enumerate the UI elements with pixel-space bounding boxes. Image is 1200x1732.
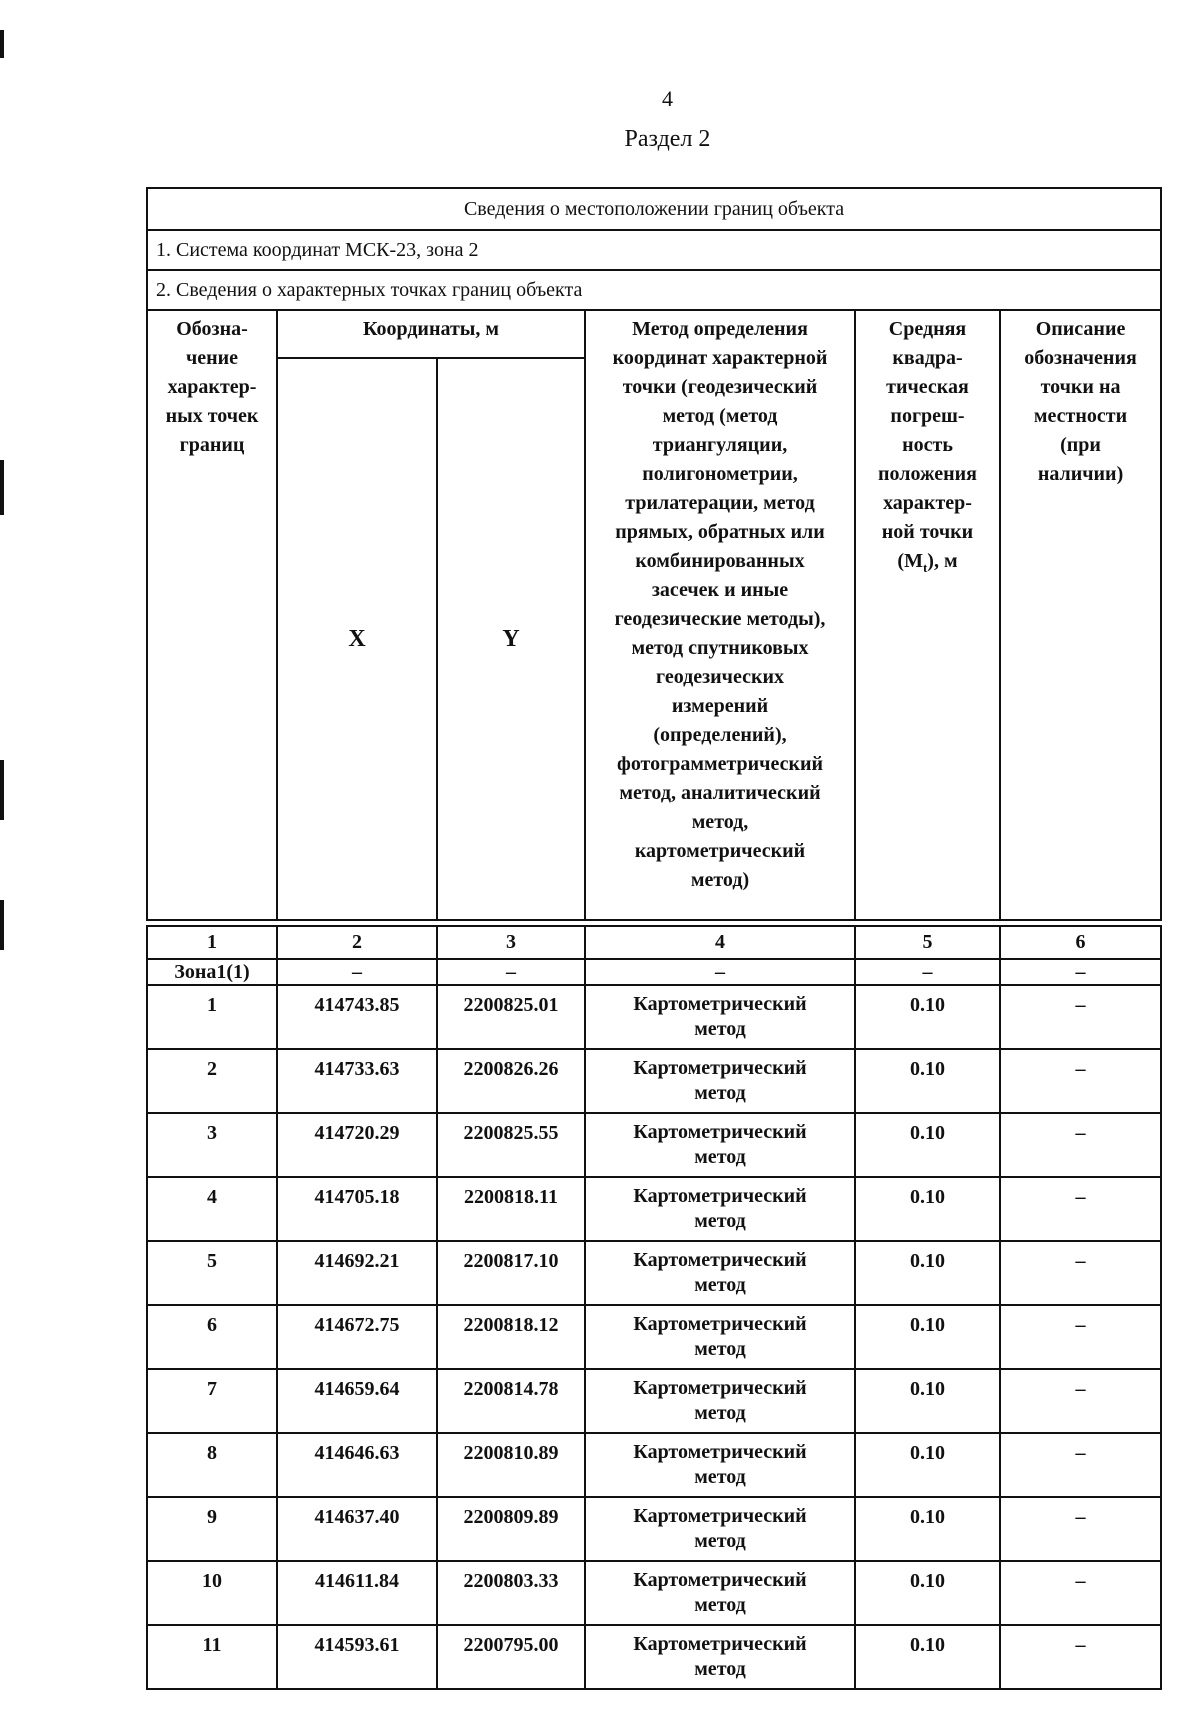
header-line: засечек и иные — [651, 579, 789, 601]
coord-y: 2200826.26 — [437, 1049, 585, 1113]
method — [585, 1497, 855, 1561]
coord-x: 414720.29 — [277, 1113, 437, 1177]
header-line: метод (метод — [662, 405, 778, 427]
header-line: положения — [878, 463, 977, 485]
header-line: метод, — [691, 811, 749, 833]
header-line: характер- — [883, 492, 972, 514]
coord-y: 2200818.11 — [437, 1177, 585, 1241]
point-description: – — [1000, 1049, 1161, 1113]
table-row — [147, 1177, 1161, 1241]
header-line: координат характерной — [612, 347, 828, 369]
column-number: 6 — [1000, 926, 1161, 959]
error-header-symbol — [858, 547, 997, 582]
method-line: метод — [694, 1338, 746, 1360]
point-description: – — [1000, 1177, 1161, 1241]
coord-y: 2200810.89 — [437, 1433, 585, 1497]
header-line: прямых, обратных или — [615, 521, 825, 543]
scan-mark — [0, 30, 4, 58]
header-line: измерений — [671, 695, 769, 717]
point-number: 3 — [147, 1113, 277, 1177]
point-number: 2 — [147, 1049, 277, 1113]
page-number: 4 — [662, 86, 673, 111]
header-line: наличии) — [1037, 463, 1124, 485]
method-line: Картометрический — [633, 1569, 807, 1591]
header-line: фотограмметрический — [616, 753, 824, 775]
method — [585, 1177, 855, 1241]
point-number: 11 — [147, 1625, 277, 1689]
method — [585, 985, 855, 1049]
method-line: метод — [694, 1402, 746, 1424]
point-description: – — [1000, 1625, 1161, 1689]
header-line: полигонометрии, — [642, 463, 798, 485]
table-row — [147, 1625, 1161, 1689]
method-line: Картометрический — [633, 1441, 807, 1463]
point-description: – — [1000, 1561, 1161, 1625]
header-line: характер- — [167, 376, 257, 398]
table-row — [147, 1561, 1161, 1625]
method-line: метод — [694, 1466, 746, 1488]
points-info-line: 2. Сведения о характерных точках границ объекта — [147, 270, 1161, 310]
method — [585, 1049, 855, 1113]
method-line: метод — [694, 1274, 746, 1296]
method-line: метод — [694, 1082, 746, 1104]
mean-error: 0.10 — [855, 1049, 1000, 1113]
error-header — [855, 310, 1000, 920]
header-line: триангуляции, — [652, 434, 788, 456]
section-title: Раздел 2 — [624, 126, 711, 152]
coord-y: 2200809.89 — [437, 1497, 585, 1561]
coord-y: 2200818.12 — [437, 1305, 585, 1369]
header-line: Обозна- — [176, 318, 248, 340]
coord-x: 414646.63 — [277, 1433, 437, 1497]
header-line: метод спутниковых — [631, 637, 809, 659]
header-line: Средняя — [888, 318, 967, 340]
header-line: метод) — [690, 869, 750, 891]
designation-header — [147, 310, 277, 920]
header-line: ность — [902, 434, 953, 456]
scan-mark — [0, 460, 4, 515]
coord-x: 414637.40 — [277, 1497, 437, 1561]
method-line: метод — [694, 1018, 746, 1040]
error-header-lines — [858, 315, 997, 547]
error-unit: ), м — [927, 550, 958, 572]
boundary-header-table — [146, 187, 1162, 921]
point-description: – — [1000, 1305, 1161, 1369]
method-header-lines — [588, 315, 852, 895]
column-number: 1 — [147, 926, 277, 959]
mean-error: 0.10 — [855, 1497, 1000, 1561]
method-line: метод — [694, 1594, 746, 1616]
point-number: 7 — [147, 1369, 277, 1433]
method-line: Картометрический — [633, 1313, 807, 1335]
table-row — [147, 1433, 1161, 1497]
column-number: 5 — [855, 926, 1000, 959]
description-header-lines — [1003, 315, 1158, 489]
column-numbers-row — [147, 926, 1161, 959]
method-line: метод — [694, 1210, 746, 1232]
method-line: Картометрический — [633, 1057, 807, 1079]
table-row — [147, 1369, 1161, 1433]
method — [585, 1241, 855, 1305]
coord-system-line: 1. Система координат МСК-23, зона 2 — [147, 230, 1161, 270]
coord-y: 2200825.55 — [437, 1113, 585, 1177]
coord-y: 2200825.01 — [437, 985, 585, 1049]
header-line: Метод определения — [632, 318, 808, 340]
method-line: Картометрический — [633, 1377, 807, 1399]
point-number: 4 — [147, 1177, 277, 1241]
header-line: чение — [185, 347, 239, 369]
method — [585, 1305, 855, 1369]
header-line: геодезические методы), — [614, 608, 826, 630]
table-row — [147, 985, 1161, 1049]
header-line: метод, аналитический — [619, 782, 821, 804]
method-line: Картометрический — [633, 1633, 807, 1655]
coord-x: 414705.18 — [277, 1177, 437, 1241]
point-number: 8 — [147, 1433, 277, 1497]
coord-x: 414733.63 — [277, 1049, 437, 1113]
method-line: метод — [694, 1658, 746, 1680]
boundary-points-table — [146, 925, 1162, 1690]
method-line: Картометрический — [633, 1249, 807, 1271]
zone-error: – — [855, 959, 1000, 985]
method-header — [585, 310, 855, 920]
method — [585, 1113, 855, 1177]
designation-header-lines — [150, 315, 274, 460]
header-line: тическая — [886, 376, 969, 398]
coord-y: 2200795.00 — [437, 1625, 585, 1689]
mean-error: 0.10 — [855, 1561, 1000, 1625]
table-banner: Сведения о местоположении границ объекта — [147, 188, 1161, 230]
coord-x: 414593.61 — [277, 1625, 437, 1689]
header-line: границ — [179, 434, 245, 456]
coord-x: 414692.21 — [277, 1241, 437, 1305]
mean-error: 0.10 — [855, 1625, 1000, 1689]
coord-x: 414611.84 — [277, 1561, 437, 1625]
y-header: Y — [437, 358, 585, 920]
method-line: Картометрический — [633, 993, 807, 1015]
table-row — [147, 1241, 1161, 1305]
method-line: Картометрический — [633, 1185, 807, 1207]
table-row — [147, 1305, 1161, 1369]
header-line: трилатерации, метод — [625, 492, 815, 514]
method — [585, 1561, 855, 1625]
header-line: комбинированных — [635, 550, 805, 572]
zone-x: – — [277, 959, 437, 985]
method-line: Картометрический — [633, 1505, 807, 1527]
coord-y: 2200814.78 — [437, 1369, 585, 1433]
header-line: точки (геодезический — [622, 376, 818, 398]
mean-error: 0.10 — [855, 1113, 1000, 1177]
mean-error: 0.10 — [855, 1241, 1000, 1305]
header-line: ных точек — [165, 405, 259, 427]
zone-row — [147, 959, 1161, 985]
mean-error: 0.10 — [855, 1177, 1000, 1241]
point-description: – — [1000, 1433, 1161, 1497]
header-line: погреш- — [890, 405, 965, 427]
method-line: Картометрический — [633, 1121, 807, 1143]
header-line: картометрический — [634, 840, 806, 862]
coord-y: 2200817.10 — [437, 1241, 585, 1305]
table-row — [147, 1049, 1161, 1113]
zone-label: Зона1(1) — [147, 959, 277, 985]
description-header — [1000, 310, 1161, 920]
zone-y: – — [437, 959, 585, 985]
mean-error: 0.10 — [855, 1305, 1000, 1369]
mean-error: 0.10 — [855, 985, 1000, 1049]
error-symbol: (M — [897, 550, 923, 572]
mean-error: 0.10 — [855, 1369, 1000, 1433]
point-description: – — [1000, 1497, 1161, 1561]
scan-mark — [0, 760, 4, 820]
header-line: ной точки — [881, 521, 974, 543]
coord-x: 414743.85 — [277, 985, 437, 1049]
header-line: точки на — [1040, 376, 1121, 398]
header-line: (определений), — [653, 724, 787, 746]
column-number: 3 — [437, 926, 585, 959]
method-line: метод — [694, 1530, 746, 1552]
point-number: 9 — [147, 1497, 277, 1561]
method — [585, 1369, 855, 1433]
header-line: Описание — [1035, 318, 1126, 340]
x-header: X — [277, 358, 437, 920]
coord-x: 414672.75 — [277, 1305, 437, 1369]
header-line: обозначения — [1024, 347, 1137, 369]
header-line: геодезических — [656, 666, 784, 688]
coords-header: Координаты, м — [277, 310, 585, 358]
point-description: – — [1000, 1369, 1161, 1433]
error-subscript: t — [922, 560, 928, 575]
coord-x: 414659.64 — [277, 1369, 437, 1433]
point-description: – — [1000, 1113, 1161, 1177]
header-line: (при — [1060, 434, 1101, 456]
table-row — [147, 1497, 1161, 1561]
method-line: метод — [694, 1146, 746, 1168]
header-line: местности — [1033, 405, 1128, 427]
scan-mark — [0, 900, 4, 950]
table-row — [147, 1113, 1161, 1177]
column-number: 4 — [585, 926, 855, 959]
point-number: 1 — [147, 985, 277, 1049]
point-number: 5 — [147, 1241, 277, 1305]
point-description: – — [1000, 1241, 1161, 1305]
zone-method: – — [585, 959, 855, 985]
header-line: квадра- — [892, 347, 963, 369]
method — [585, 1433, 855, 1497]
point-description: – — [1000, 985, 1161, 1049]
column-number: 2 — [277, 926, 437, 959]
mean-error: 0.10 — [855, 1433, 1000, 1497]
coord-y: 2200803.33 — [437, 1561, 585, 1625]
zone-description: – — [1000, 959, 1161, 985]
point-number: 6 — [147, 1305, 277, 1369]
method — [585, 1625, 855, 1689]
point-number: 10 — [147, 1561, 277, 1625]
